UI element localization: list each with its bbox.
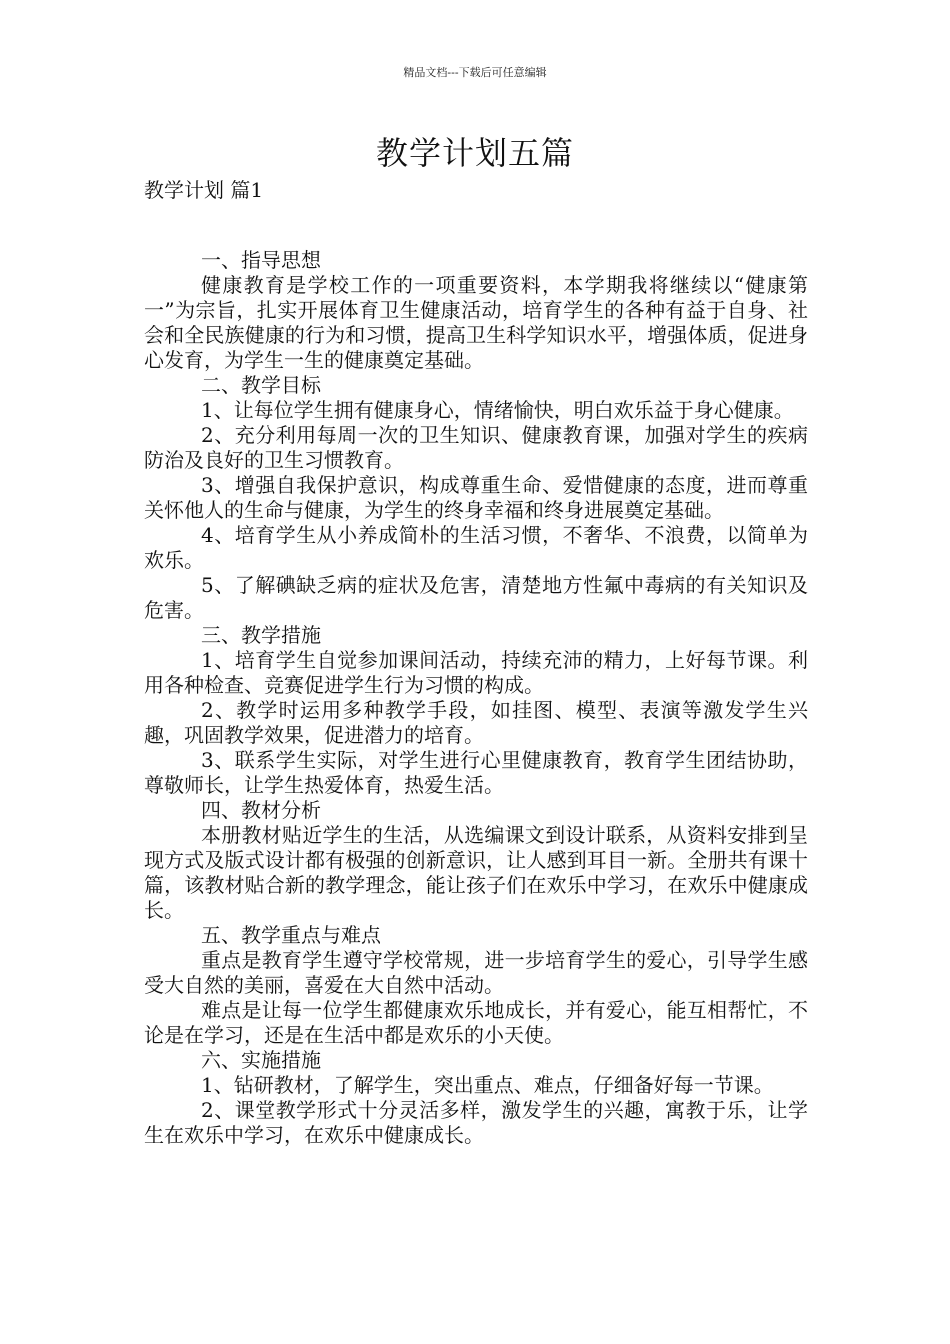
paragraph: 难点是让每一位学生都健康欢乐地成长，并有爱心，能互相帮忙，不论是在学习，还是在生活中都是欢乐的小天使。 <box>144 998 808 1047</box>
paragraph: 1、钻研教材，了解学生，突出重点、难点，仔细备好每一节课。 <box>201 1073 774 1097</box>
paragraph: 2、教学时运用多种教学手段，如挂图、模型、表演等激发学生兴趣，巩固教学效果，促进潜力的培育。 <box>144 698 808 747</box>
paragraph: 3、增强自我保护意识，构成尊重生命、爱惜健康的态度，进而尊重关怀他人的生命与健康，为学生的终身幸福和终身进展奠定基础。 <box>144 473 808 522</box>
document-body <box>144 248 808 1148</box>
section-subtitle: 教学计划 篇1 <box>144 178 264 202</box>
paragraph: 4、培育学生从小养成简朴的生活习惯，不奢华、不浪费，以简单为欢乐。 <box>144 523 808 572</box>
paragraph: 5、了解碘缺乏病的症状及危害，清楚地方性氟中毒病的有关知识及危害。 <box>144 573 808 622</box>
paragraph: 3、联系学生实际，对学生进行心里健康教育，教育学生团结协助，尊敬师长，让学生热爱体育，热爱生活。 <box>144 748 808 797</box>
paragraph: 重点是教育学生遵守学校常规，进一步培育学生的爱心，引导学生感受大自然的美丽，喜爱在大自然中活动。 <box>144 948 808 997</box>
page-header: 精品文档---下载后可任意编辑 <box>403 66 547 79</box>
paragraph: 2、课堂教学形式十分灵活多样，激发学生的兴趣，寓教于乐，让学生在欢乐中学习，在欢乐中健康成长。 <box>144 1098 808 1147</box>
paragraph: 1、培育学生自觉参加课间活动，持续充沛的精力，上好每节课。利用各种检查、竞赛促进学生行为习惯的构成。 <box>144 648 808 697</box>
heading-5: 五、教学重点与难点 <box>201 923 381 947</box>
paragraph: 本册教材贴近学生的生活，从选编课文到设计联系，从资料安排到呈现方式及版式设计都有极强的创新意识，让人感到耳目一新。全册共有课十篇，该教材贴合新的教学理念，能让孩子们在欢乐中学习，在欢乐中健康成长。 <box>144 823 808 922</box>
heading-2: 二、教学目标 <box>201 373 321 397</box>
heading-1: 一、指导思想 <box>201 248 321 272</box>
heading-6: 六、实施措施 <box>201 1048 321 1072</box>
document-title: 教学计划五篇 <box>375 134 574 172</box>
heading-3: 三、教学措施 <box>201 623 321 647</box>
paragraph: 2、充分利用每周一次的卫生知识、健康教育课，加强对学生的疾病防治及良好的卫生习惯教育。 <box>144 423 808 472</box>
heading-4: 四、教材分析 <box>201 798 321 822</box>
paragraph: 1、让每位学生拥有健康身心，情绪愉快，明白欢乐益于身心健康。 <box>201 398 794 422</box>
paragraph: 健康教育是学校工作的一项重要资料，本学期我将继续以“健康第一”为宗旨，扎实开展体育卫生健康活动，培育学生的各种有益于自身、社会和全民族健康的行为和习惯，提高卫生科学知识水平，增强体质，促进身心发育，为学生一生的健康奠定基础。 <box>144 273 808 372</box>
